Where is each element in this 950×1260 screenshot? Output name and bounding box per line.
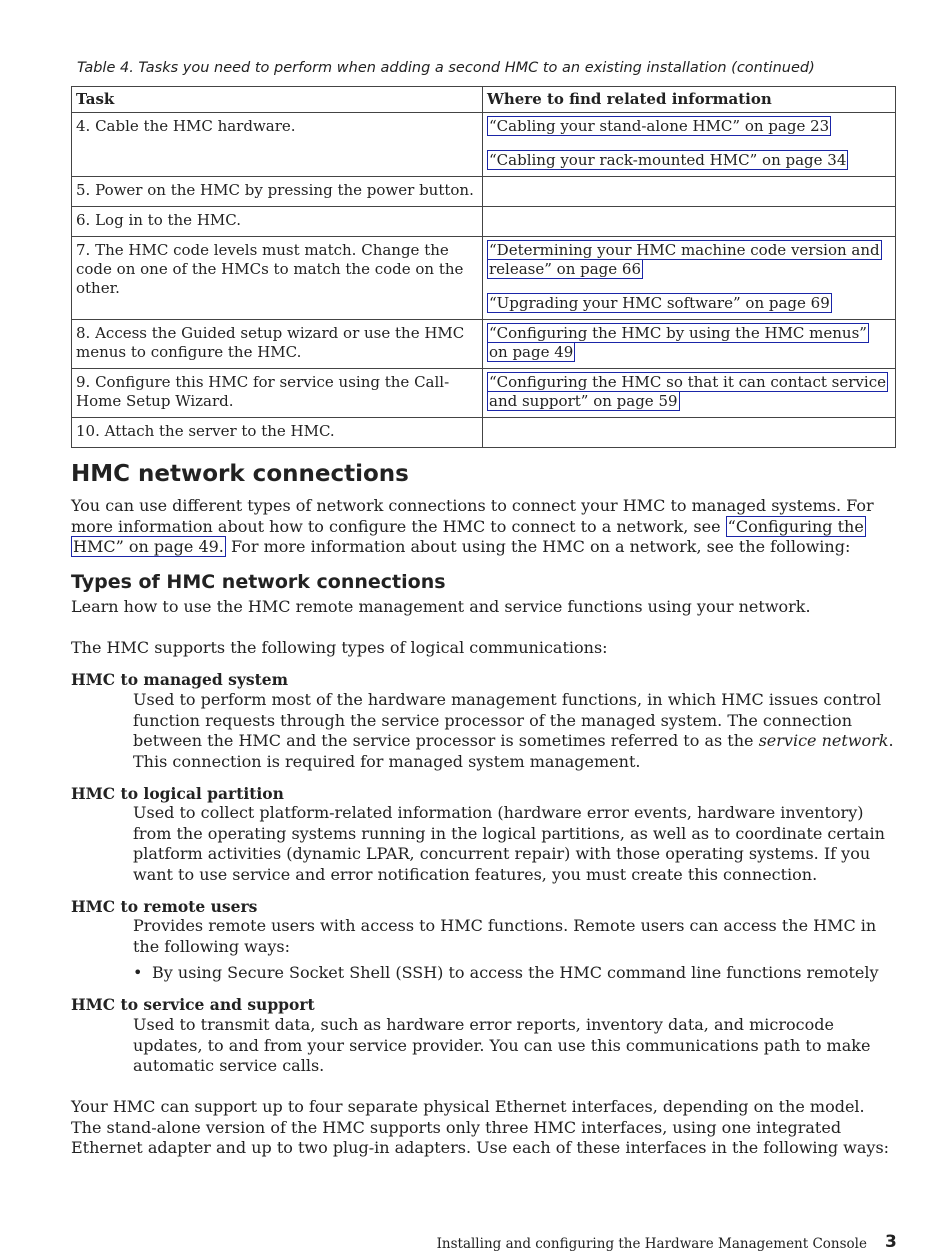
task-cell: 9. Configure this HMC for service using the Call-Home Setup Wizard. — [72, 369, 483, 418]
task-cell: 8. Access the Guided setup wizard or use the HMC menus to configure the HMC. — [72, 320, 483, 369]
info-cell — [483, 113, 896, 177]
info-cell — [483, 320, 896, 369]
table-header-row — [72, 87, 896, 113]
info-cell — [483, 369, 896, 418]
definition-emphasis: service network — [758, 731, 889, 750]
term-managed-system: HMC to managed system — [71, 670, 288, 689]
task-cell: 6. Log in to the HMC. — [72, 207, 483, 237]
definition-text: Used to perform most of the hardware management functions, in which HMC issues control function requests through the service processor of the managed system. The connection between the HMC and the service processor is sometimes referred to as the — [133, 690, 882, 750]
definition-logical-partition: Used to collect platform-related information (hardware error events, hardware inventory) from the operating systems running in the logical partitions, as well as to coordinate certain platform activities (dynamic LPAR, concurrent repair) with those operating systems. If you want to use service and error notification features, you must create this connection. — [133, 803, 885, 884]
xref-link[interactable]: “Determining your HMC machine code version and release” on page 66 — [489, 241, 880, 278]
section-heading: HMC network connections — [71, 461, 409, 487]
list-item — [133, 963, 897, 984]
task-cell: 7. The HMC code levels must match. Change the code on one of the HMCs to match the code on the other. — [72, 237, 483, 320]
definition-managed-system — [133, 690, 897, 772]
supports-paragraph: The HMC supports the following types of logical communications: — [71, 638, 608, 657]
closing-paragraph: Your HMC can support up to four separate physical Ethernet interfaces, depending on the model. The stand-alone version of the HMC supports only three HMC interfaces, using one integrated Ethernet adapter and up to two plug-in adapters. Use each of these interfaces in the following ways: — [71, 1097, 890, 1157]
xref-link[interactable]: “Configuring the HMC so that it can contact service and support” on page 59 — [489, 373, 886, 410]
table-row — [72, 237, 896, 320]
info-cell — [483, 177, 896, 207]
xref-link[interactable]: “Upgrading your HMC software” on page 69 — [489, 294, 830, 312]
info-cell — [483, 418, 896, 448]
definition-remote-users: Provides remote users with access to HMC functions. Remote users can access the HMC in the following ways: — [133, 916, 877, 956]
list-item-text: By using Secure Socket Shell (SSH) to access the HMC command line functions remotely — [152, 963, 879, 982]
footer-title: Installing and configuring the Hardware Management Console — [436, 1236, 867, 1252]
xref-link[interactable]: “Cabling your rack-mounted HMC” on page 34 — [489, 151, 847, 169]
subsection-heading: Types of HMC network connections — [71, 571, 446, 593]
xref-link[interactable]: “Configuring the HMC by using the HMC menus” on page 49 — [489, 324, 867, 361]
term-remote-users: HMC to remote users — [71, 897, 258, 916]
page-number: 3 — [885, 1232, 897, 1252]
intro-text-before: You can use different types of network connections to connect your HMC to managed systems. For more information about how to configure the HMC to connect to a network, see — [71, 496, 874, 536]
info-cell — [483, 207, 896, 237]
intro-text-after: For more information about using the HMC on a network, see the following: — [225, 537, 851, 556]
xref-link[interactable]: “Cabling your stand-alone HMC” on page 23 — [489, 117, 830, 135]
table-row — [72, 177, 896, 207]
table-row — [72, 418, 896, 448]
intro-paragraph — [71, 496, 897, 558]
term-logical-partition: HMC to logical partition — [71, 784, 284, 803]
table-caption: Table 4. Tasks you need to perform when adding a second HMC to an existing installation (continued) — [77, 60, 815, 76]
bullet-mark: • — [133, 963, 143, 982]
info-cell — [483, 237, 896, 320]
term-service-support: HMC to service and support — [71, 995, 315, 1014]
configuring-hmc-link[interactable]: “Configuring the HMC” on page 49. — [73, 516, 864, 556]
definition-service-support: Used to transmit data, such as hardware error reports, inventory data, and microcode updates, to and from your service provider. You can use this communications path to make automatic service calls. — [133, 1015, 871, 1075]
column-header-info: Where to find related information — [483, 87, 896, 113]
task-cell: 10. Attach the server to the HMC. — [72, 418, 483, 448]
column-header-task: Task — [72, 87, 483, 113]
tasks-table — [71, 86, 896, 448]
table-row — [72, 113, 896, 177]
table-row — [72, 369, 896, 418]
table-row — [72, 320, 896, 369]
lead-paragraph: Learn how to use the HMC remote management and service functions using your network. — [71, 597, 811, 616]
table-row — [72, 207, 896, 237]
task-cell: 4. Cable the HMC hardware. — [72, 113, 483, 177]
task-cell: 5. Power on the HMC by pressing the power button. — [72, 177, 483, 207]
definition-text: . This connection is required for managed system management. — [133, 731, 894, 771]
